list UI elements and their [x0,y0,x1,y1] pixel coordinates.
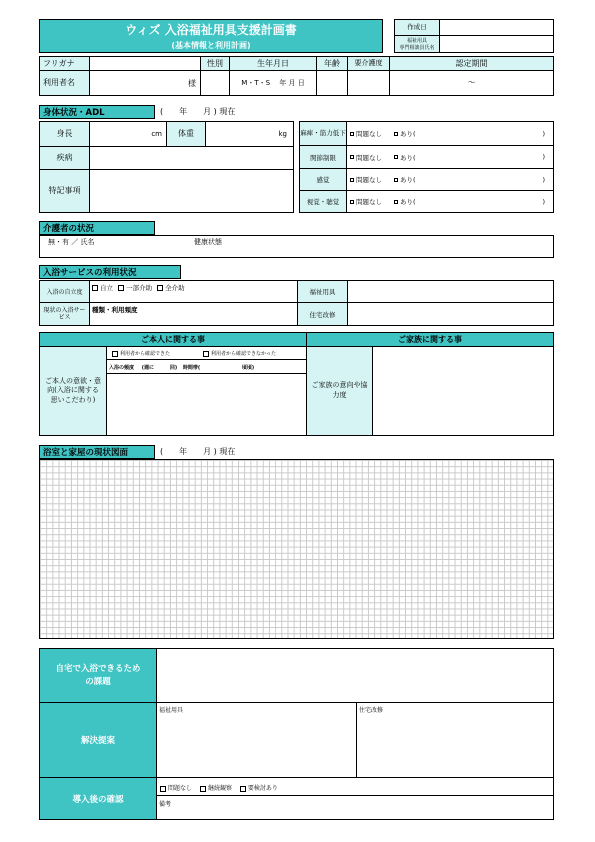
planner-label [394,35,440,53]
paralysis-none-checkbox[interactable] [350,132,354,136]
indep-full-label: 全介助 [165,284,185,292]
current-service-field[interactable] [89,302,298,326]
sensation-none-label: 問題なし [356,176,382,184]
planner-name-field[interactable] [439,35,554,53]
joint-options [346,145,554,169]
joint-label-text: 関節制限 [310,153,336,162]
solution-renovation-field[interactable] [356,702,554,778]
family-label [306,346,373,436]
bath-frequency-label [109,364,254,371]
self-confirmed-label: 利用者から確認できた [120,351,171,357]
weight-field[interactable] [205,121,294,147]
care-level-field[interactable] [347,70,390,96]
welfare-equipment-field[interactable] [347,280,554,303]
after-label-text: 導入後の確認 [72,794,124,805]
planner-label-1: 福祉用具 [406,38,427,44]
solution-label-text: 解決提案 [80,736,115,746]
self-frequency-row[interactable] [106,359,307,436]
family-field[interactable] [372,346,554,436]
sensation-none-checkbox[interactable] [350,178,354,182]
notes-label: 特記事項 [39,169,90,213]
sensation-label-text: 感覚 [316,176,330,184]
gender-field[interactable] [200,70,230,96]
title-block [39,19,383,53]
joint-yes-label: あり( [400,153,416,162]
renovation-label: 住宅改修 [297,302,348,326]
self-confirmed-opt [112,350,170,357]
sensation-close: ) [542,175,545,184]
renovation-field[interactable] [347,302,554,326]
gender-label: 性別 [200,56,230,71]
sensation-yes-checkbox[interactable] [394,178,398,182]
vision-options [346,190,554,213]
after-divider [157,795,553,796]
caregiver-status: 無・有 ／ 氏名 [48,238,95,246]
frequency-divider [107,373,306,374]
bath-week: (週に [141,365,155,371]
current-service-text: 現状の入浴サービス [43,306,86,321]
bath-time: 時間帯( [182,365,201,371]
user-name-label: 利用者名 [39,70,90,96]
body-status-heading: 身体状況・ADL [39,105,155,119]
paralysis-options [346,121,554,146]
disease-field[interactable] [89,146,294,170]
after-review-label: 要検討あり [247,785,278,792]
vision-yes-checkbox[interactable] [394,200,398,204]
joint-yes-checkbox[interactable] [394,155,398,159]
bath-frequency-text: 入浴の頻度 [109,365,135,371]
self-label-text: ご本人の意欲・意向(入浴に関する思いこだわり) [45,376,101,404]
caregiver-health: 健康状態 [194,238,222,246]
birthdate-label: 生年月日 [229,56,317,71]
after-review-checkbox[interactable] [240,786,246,792]
family-label-text: ご家族の意向や協力度 [311,381,368,399]
joint-none-checkbox[interactable] [350,155,354,159]
birthdate-field[interactable]: M・T・S 年 月 日 [229,70,317,96]
self-heading-text: ご本人に関する事 [141,334,205,344]
sensation-yes-label: あり( [400,176,416,184]
paralysis-yes-checkbox[interactable] [394,132,398,136]
paralysis-yes-label: あり( [400,130,416,138]
vision-close: ) [542,197,545,206]
planner-label-2: 専門相談員氏名 [399,45,435,51]
joint-label [299,145,347,169]
body-status-asof: ( 年 月 ) 現在 [160,107,236,116]
furigana-label: フリガナ [39,56,90,71]
solution-welfare-field[interactable] [156,702,357,778]
floorplan-asof: ( 年 月 ) 現在 [160,447,236,456]
after-field [156,777,554,820]
self-label [39,346,107,436]
independence-options [89,280,298,303]
caregiver-heading: 介護者の状況 [39,221,155,235]
self-notconfirmed-checkbox[interactable] [203,351,209,357]
self-heading [39,332,307,347]
created-date-field[interactable] [439,19,554,36]
sensation-options [346,168,554,191]
age-label: 年齢 [316,56,348,71]
self-notconfirmed-label: 利用者から確認できなかった [211,351,277,357]
vision-none-checkbox[interactable] [350,200,354,204]
indep-partial-checkbox[interactable] [118,285,124,291]
floorplan-heading: 浴室と家屋の現状図面 [39,445,155,459]
cert-period-field[interactable]: ～ [389,70,554,96]
after-label [39,777,157,820]
current-service-label [39,302,90,326]
vision-none-label: 問題なし [356,198,382,206]
issues-field[interactable] [156,648,554,703]
family-heading [306,332,554,347]
weight-label: 体重 [166,121,206,147]
bath-service-heading: 入浴サービスの利用状況 [39,265,181,279]
paralysis-label-text: 麻痺・筋力低下 [300,128,346,137]
created-date-label: 作成日 [394,19,440,36]
independence-label: 入浴の自立度 [39,280,90,303]
paralysis-close: ) [542,129,545,138]
floorplan-grid[interactable] [39,459,554,639]
bath-times: 回) [169,365,178,371]
joint-none-label: 問題なし [356,153,382,162]
care-level-label: 要介護度 [347,56,390,71]
after-ok-checkbox[interactable] [160,786,166,792]
after-ok-label: 問題なし [168,785,193,792]
notes-field[interactable] [89,169,294,213]
independence-opt-row [92,283,185,292]
user-name-field[interactable] [89,70,201,96]
after-observe-checkbox[interactable] [200,786,206,792]
issues-label [39,648,157,703]
after-observe-label: 継続観察 [207,785,232,792]
age-field[interactable] [316,70,348,96]
paralysis-none-label: 問題なし [356,130,382,138]
honorific: 様 [188,79,196,88]
after-notes-label: 備考 [159,801,172,808]
indep-full-checkbox[interactable] [157,285,163,291]
after-options [160,783,278,792]
sensation-label [299,168,347,191]
indep-self-label: 自立 [100,284,113,292]
height-field[interactable] [89,121,167,147]
welfare-equipment-label: 福祉用具 [297,280,348,303]
joint-close: ) [542,153,545,161]
height-unit: cm [151,130,162,138]
issues-label-text: 自宅で入浴できるための課題 [55,663,141,687]
self-confirm-row [106,346,307,360]
solution-label [39,702,157,778]
caregiver-field[interactable] [39,235,554,258]
indep-partial-label: 一部介助 [126,284,153,292]
service-type-label: 種類・利用頻度 [92,306,138,314]
page-subtitle: (基本情報と利用計画) [171,41,251,50]
self-confirmed-checkbox[interactable] [112,351,118,357]
vision-yes-label: あり( [400,198,416,206]
vision-label [299,190,347,213]
bath-time-close: 頃頃) [241,365,255,371]
page-title: ウィズ 入浴福祉用具支援計画書 [125,23,297,37]
disease-label: 疾病 [39,146,90,170]
family-heading-text: ご家族に関する事 [398,334,462,344]
cert-period-label: 認定期間 [389,56,554,71]
paralysis-label [299,121,347,146]
vision-label-text: 視覚・聴覚 [306,198,340,206]
furigana-field[interactable] [89,56,201,71]
indep-self-checkbox[interactable] [92,285,98,291]
weight-unit: kg [278,130,287,138]
solution-welfare-label: 福祉用具 [159,707,184,714]
solution-renovation-label: 住宅改修 [359,707,384,714]
height-label: 身長 [39,121,90,147]
self-notconfirmed-opt [203,350,276,357]
